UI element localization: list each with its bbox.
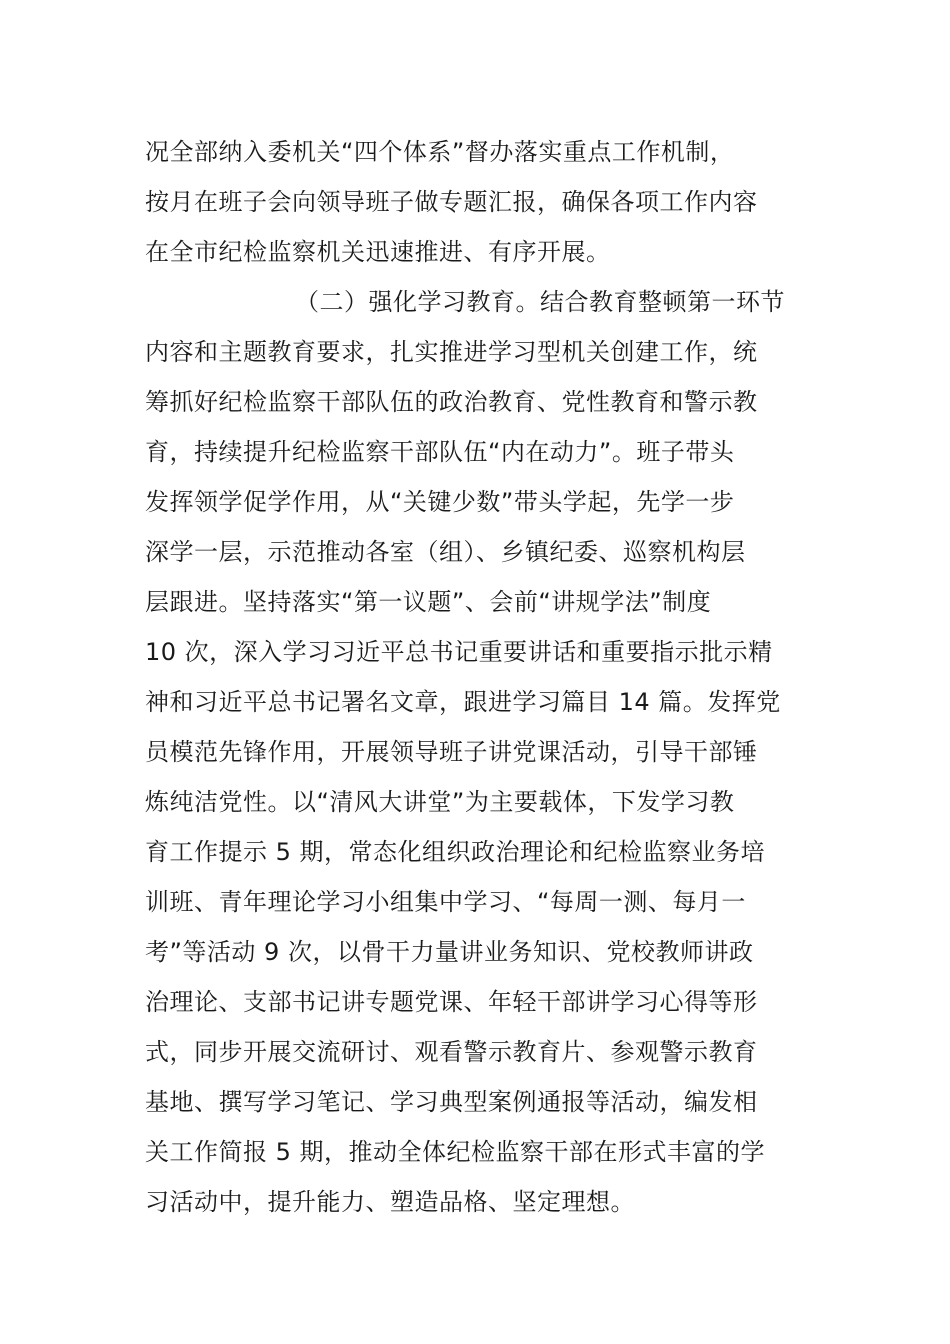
text-line: 关工作简报 5 期，推动全体纪检监察干部在形式丰富的学 [145,1138,766,1166]
text-line: 训班、青年理论学习小组集中学习、“每周一测、每月一 [145,888,746,916]
text-line: 考”等活动 9 次，以骨干力量讲业务知识、党校教师讲政 [145,938,754,966]
text-line: 式，同步开展交流研讨、观看警示教育片、参观警示教育 [145,1038,758,1066]
text-line: 习活动中，提升能力、塑造品格、坚定理想。 [145,1188,635,1216]
text-line: 按月在班子会向领导班子做专题汇报，确保各项工作内容 [145,188,758,216]
text-line: 在全市纪检监察机关迅速推进、有序开展。 [145,238,611,266]
text-line: 层跟进。坚持落实“第一议题”、会前“讲规学法”制度 [145,588,712,616]
section-heading-line: （二）强化学习教育。结合教育整顿第一环节 [295,288,785,316]
text-line: 10 次，深入学习习近平总书记重要讲话和重要指示批示精 [145,638,773,666]
text-line: 神和习近平总书记署名文章，跟进学习篇目 14 篇。发挥党 [145,688,781,716]
text-line: 炼纯洁党性。以“清风大讲堂”为主要载体，下发学习教 [145,788,735,816]
text-line: 员模范先锋作用，开展领导班子讲党课活动，引导干部锤 [145,738,758,766]
text-line: 基地、撰写学习笔记、学习典型案例通报等活动，编发相 [145,1088,758,1116]
text-line: 筹抓好纪检监察干部队伍的政治教育、党性教育和警示教 [145,388,758,416]
text-line: 育，持续提升纪检监察干部队伍“内在动力”。班子带头 [145,438,735,466]
text-line: 深学一层，示范推动各室（组）、乡镇纪委、巡察机构层 [145,538,746,566]
text-line: 发挥领学促学作用，从“关键少数”带头学起，先学一步 [145,488,735,516]
text-line: 况全部纳入委机关“四个体系”督办落实重点工作机制， [145,138,735,166]
text-line: 治理论、支部书记讲专题党课、年轻干部讲学习心得等形 [145,988,758,1016]
text-line: 内容和主题教育要求，扎实推进学习型机关创建工作，统 [145,338,758,366]
text-line: 育工作提示 5 期，常态化组织政治理论和纪检监察业务培 [145,838,766,866]
